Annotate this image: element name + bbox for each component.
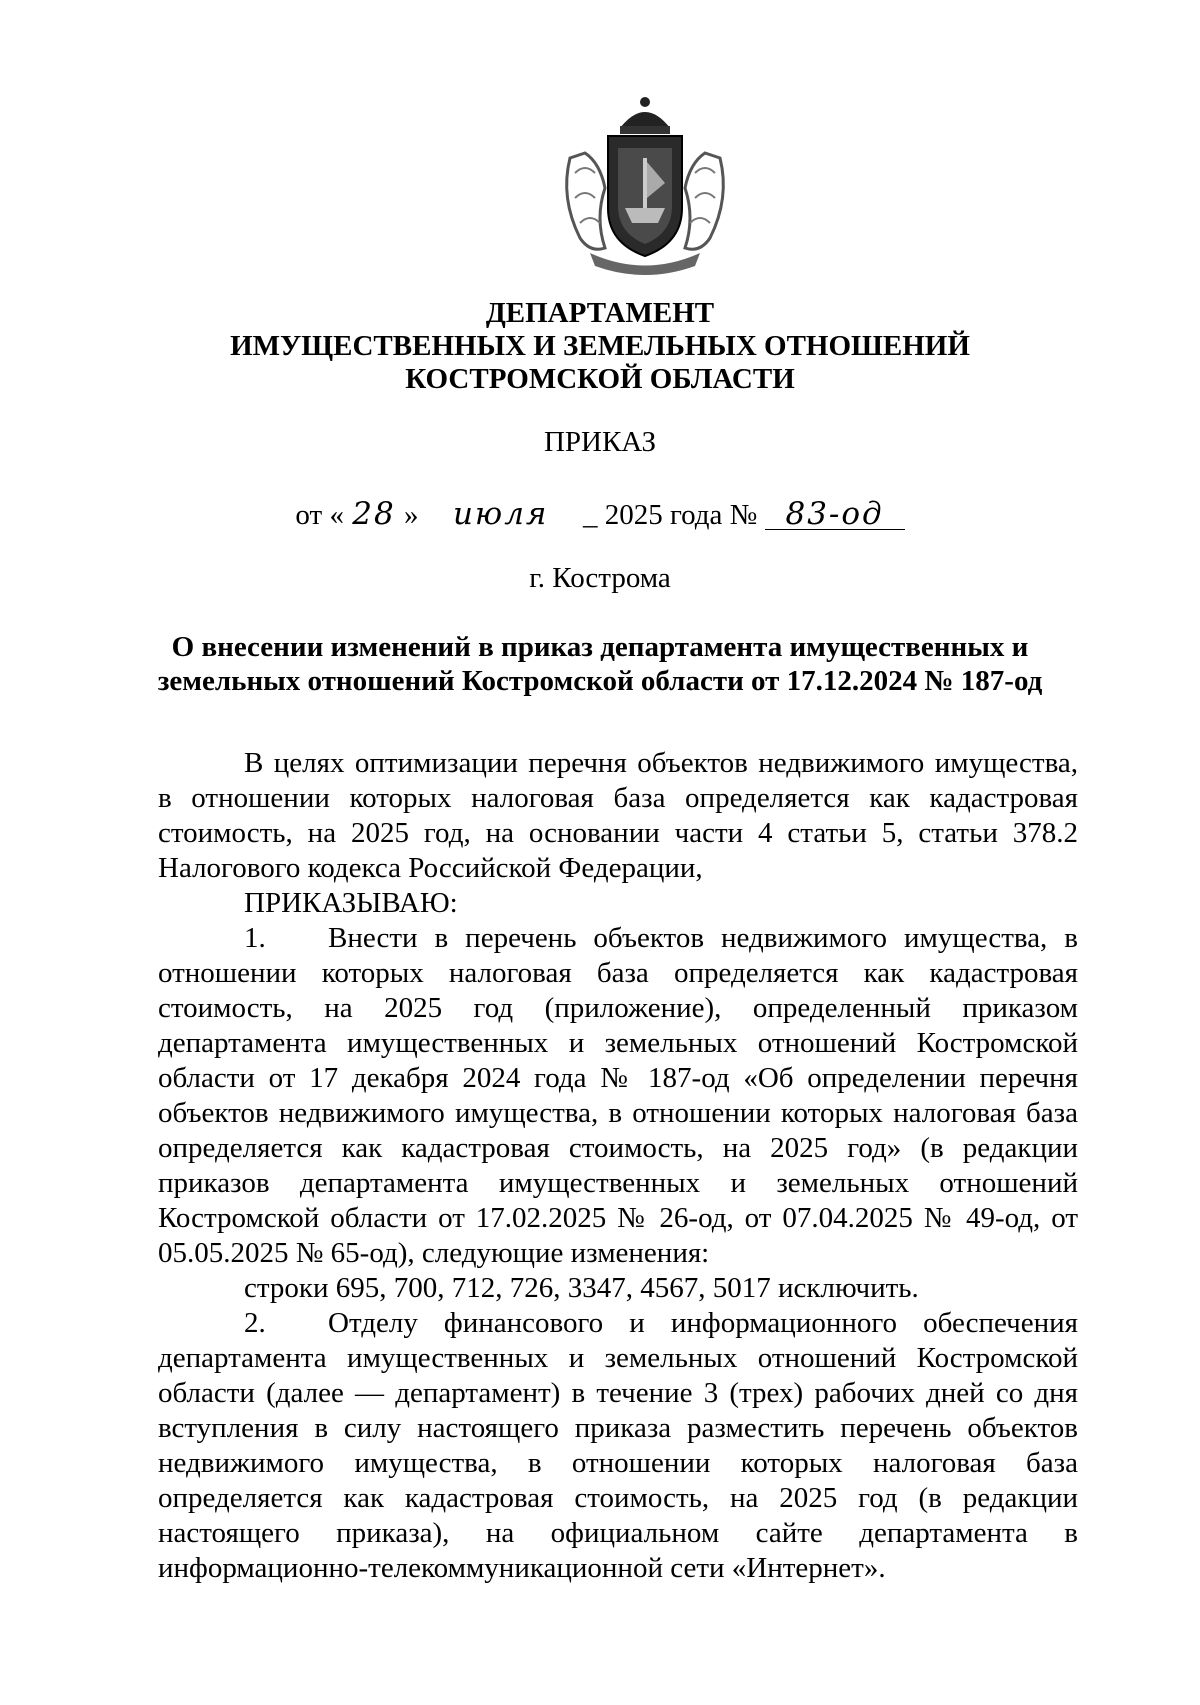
subject-line-1: О внесении изменений в приказ департамента имущественных и bbox=[171, 631, 1029, 663]
city-line: г. Кострома bbox=[529, 562, 671, 594]
year-text: 2025 года № bbox=[604, 499, 758, 531]
date-close-quote: » bbox=[403, 499, 419, 531]
clause-1-text: Внести в перечень объектов недвижимого имущества, в отношении которых налоговая база определяется как кадастровая стоимость, на 2025 год (приложение), определенный приказом департамента имущественных и земельных отношений Костромской области от 17 декабря 2024 года № 187-од «Об определении перечня объектов недвижимого имущества, в отношении которых налоговая база определяется как кадастровая стоимость, на 2025 год» (в редакции приказов департамента имущественных и земельных отношений Костромской области от 17.02.2025 № 26-од, от 07.04.2025 № 49-од, от 05.05.2025 № 65-од), следующие изменения: bbox=[158, 922, 1078, 1269]
date-prefix: от « bbox=[295, 499, 344, 531]
handwritten-day: 28 bbox=[352, 496, 396, 532]
clause-2-text: Отделу финансового и информационного обеспечения департамента имущественных и земельных отношений Костромской области (далее — департамент) в течение 3 (трех) рабочих дней со дня вступления в силу настоящего приказа разместить перечень объектов недвижимого имущества, в отношении которых налоговая база определяется как кадастровая стоимость, на 2025 год (в редакции настоящего приказа), на официальном сайте департамента в информационно-телекоммуникационной сети «Интернет». bbox=[158, 1307, 1078, 1584]
document-type: ПРИКАЗ bbox=[543, 426, 657, 458]
order-keyword: ПРИКАЗЫВАЮ: bbox=[244, 887, 458, 919]
clause-2-number: 2. bbox=[244, 1307, 266, 1339]
preamble-paragraph: В целях оптимизации перечня объектов недвижимого имущества, в отношении которых налоговая база определяется как кадастровая стоимость, на 2025 год, на основании части 4 статьи 5, статьи 378.2 Налогового кодекса Российской Федерации, bbox=[158, 747, 1078, 884]
coat-of-arms-emblem bbox=[550, 88, 740, 278]
document-subject bbox=[150, 630, 1050, 698]
clause-1-number: 1. bbox=[244, 922, 266, 954]
organization-name bbox=[0, 297, 1200, 396]
handwritten-order-number: 83-од bbox=[765, 499, 905, 530]
clause-2 bbox=[158, 1306, 1078, 1586]
handwritten-month: июля bbox=[452, 496, 549, 532]
date-number-line bbox=[0, 494, 1200, 535]
org-line-3: КОСТРОМСКОЙ ОБЛАСТИ bbox=[405, 363, 795, 395]
clause-1-detail: строки 695, 700, 712, 726, 3347, 4567, 5017 исключить. bbox=[244, 1272, 919, 1304]
org-line-2: ИМУЩЕСТВЕННЫХ И ЗЕМЕЛЬНЫХ ОТНОШЕНИЙ bbox=[230, 330, 970, 362]
document-body bbox=[158, 746, 1078, 1586]
date-dash: _ bbox=[582, 499, 598, 531]
subject-line-2: земельных отношений Костромской области от 17.12.2024 № 187-од bbox=[157, 665, 1043, 697]
clause-1 bbox=[158, 921, 1078, 1271]
org-line-1: ДЕПАРТАМЕНТ bbox=[485, 297, 715, 329]
